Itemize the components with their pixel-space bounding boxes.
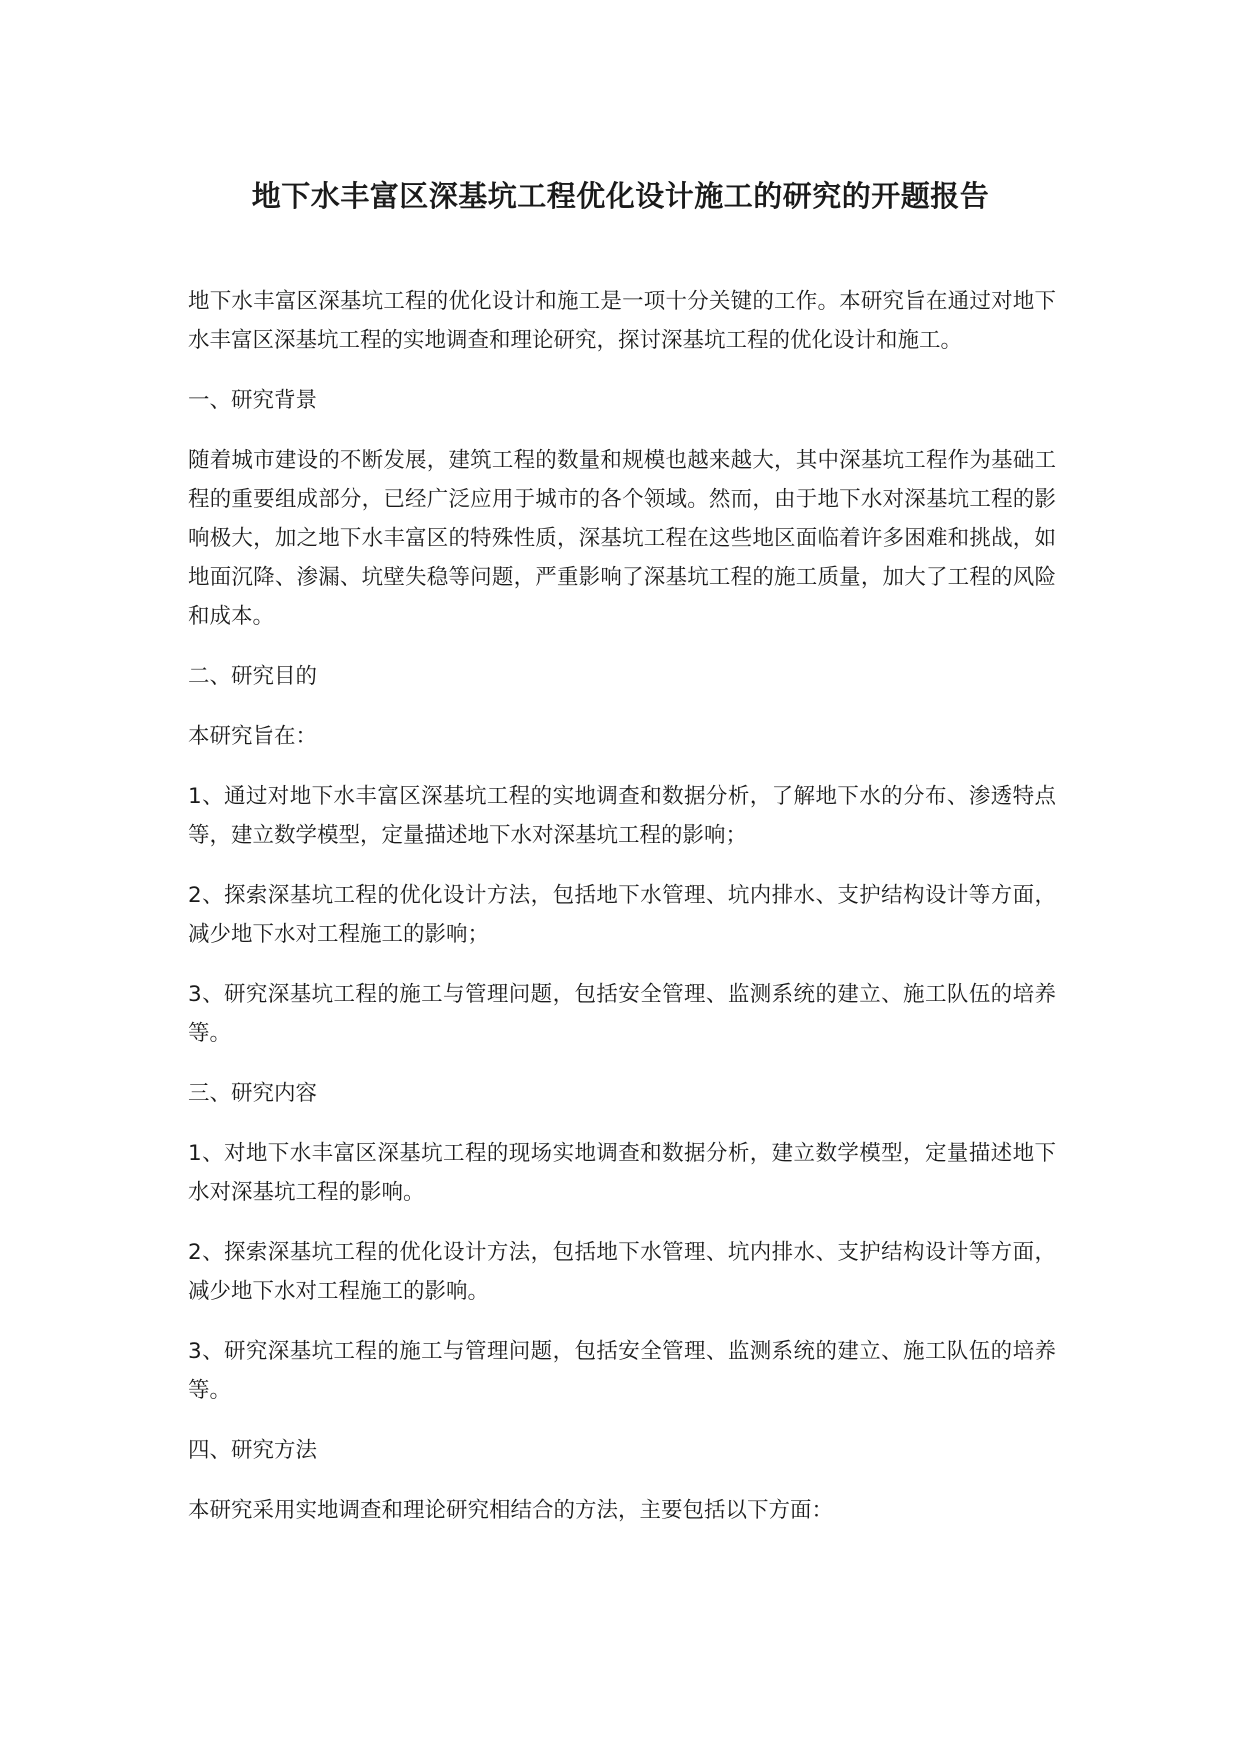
intro-paragraph: 地下水丰富区深基坑工程的优化设计和施工是一项十分关键的工作。本研究旨在通过对地下水丰富区深基坑工程的实地调查和理论研究，探讨深基坑工程的优化设计和施工。 — [188, 289, 1056, 353]
section-heading-background: 一、研究背景 — [188, 388, 318, 413]
document-title: 地下水丰富区深基坑工程优化设计施工的研究的开题报告 — [251, 179, 990, 213]
content-item-3: 3、研究深基坑工程的施工与管理问题，包括安全管理、监测系统的建立、施工队伍的培养等。 — [188, 1339, 1056, 1403]
purpose-lead-paragraph: 本研究旨在： — [188, 724, 318, 749]
purpose-item-1: 1、通过对地下水丰富区深基坑工程的实地调查和数据分析，了解地下水的分布、渗透特点等，建立数学模型，定量描述地下水对深基坑工程的影响； — [188, 784, 1056, 848]
section-heading-content: 三、研究内容 — [188, 1081, 318, 1106]
method-lead-paragraph: 本研究采用实地调查和理论研究相结合的方法，主要包括以下方面： — [188, 1498, 834, 1523]
document-body — [188, 282, 1056, 1551]
section-heading-method: 四、研究方法 — [188, 1438, 318, 1463]
content-item-2: 2、探索深基坑工程的优化设计方法，包括地下水管理、坑内排水、支护结构设计等方面，减少地下水对工程施工的影响。 — [188, 1240, 1056, 1304]
purpose-item-3: 3、研究深基坑工程的施工与管理问题，包括安全管理、监测系统的建立、施工队伍的培养等。 — [188, 982, 1056, 1046]
background-paragraph: 随着城市建设的不断发展，建筑工程的数量和规模也越来越大，其中深基坑工程作为基础工程的重要组成部分，已经广泛应用于城市的各个领域。然而，由于地下水对深基坑工程的影响极大，加之地下水丰富区的特殊性质，深基坑工程在这些地区面临着许多困难和挑战，如地面沉降、渗漏、坑壁失稳等问题，严重影响了深基坑工程的施工质量，加大了工程的风险和成本。 — [188, 448, 1056, 629]
section-heading-purpose: 二、研究目的 — [188, 664, 318, 689]
content-item-1: 1、对地下水丰富区深基坑工程的现场实地调查和数据分析，建立数学模型，定量描述地下水对深基坑工程的影响。 — [188, 1141, 1056, 1205]
purpose-item-2: 2、探索深基坑工程的优化设计方法，包括地下水管理、坑内排水、支护结构设计等方面，减少地下水对工程施工的影响； — [188, 883, 1056, 947]
